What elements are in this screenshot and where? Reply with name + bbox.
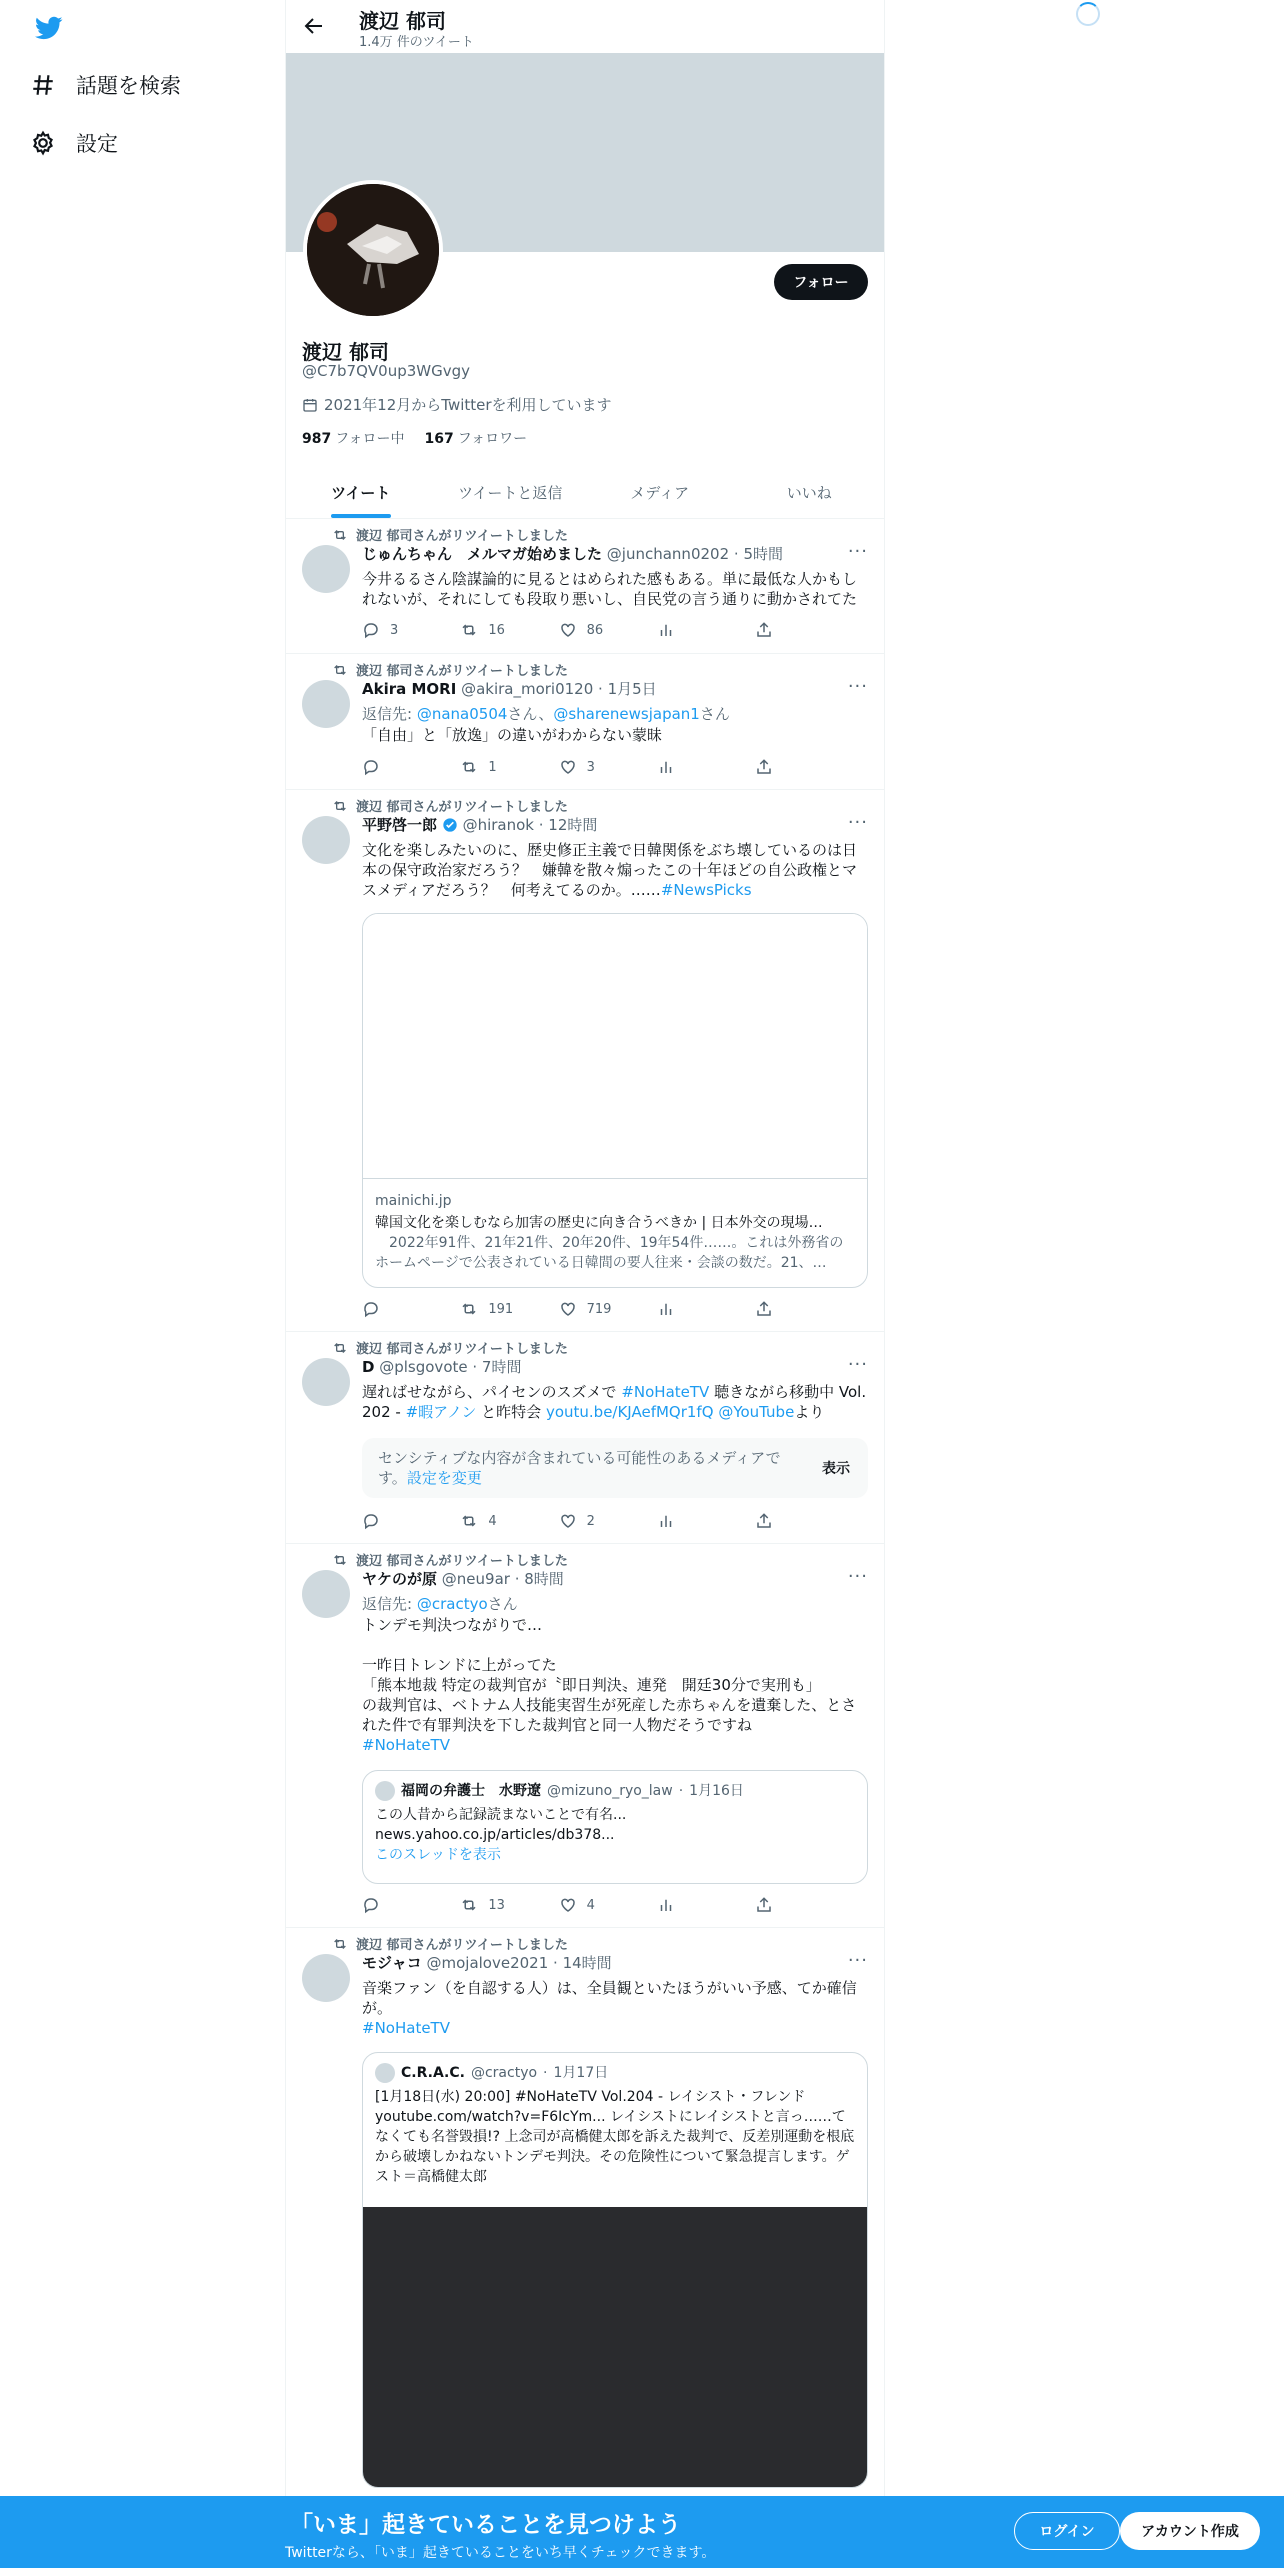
avatar[interactable] <box>302 545 350 593</box>
retweet-context: 渡辺 郁司さんがリツイートしました <box>332 1550 568 1569</box>
profile-avatar[interactable] <box>303 180 443 320</box>
reply-to: 返信先: @nana0504さん、@sharenewsjapan1さん <box>362 705 730 723</box>
tweet-text: 今井るるさん陰謀論的に見るとはめられた感もある。単に最低な人かもしれないが、それにしても段取り悪いし、自民党の言う通りに動かされてた <box>362 570 858 608</box>
tweet-actions <box>362 1896 792 1914</box>
reply-icon <box>362 621 380 639</box>
share-icon <box>755 1896 773 1914</box>
sensitive-media-warning <box>362 1438 868 1498</box>
heart-icon <box>559 758 577 776</box>
avatar[interactable] <box>302 816 350 864</box>
url-link[interactable]: youtu.be/KJAefMQr1fQ <box>545 1403 714 1421</box>
tweet[interactable] <box>286 1332 884 1544</box>
left-nav <box>0 0 285 2568</box>
quote-text: [1月18日(水) 20:00] #NoHateTV Vol.204 - レイシスト・フレンド youtube.com/watch?v=F6IcYm... レイシストにレイシストと言っ……てなくても名誉毀損!? 上念司が高橋健太郎を訴えた裁判で、反差別運動を根底から破壊しかねないトンデモ判決。その危険性について緊急提言します。ゲスト＝高橋健太郎 <box>375 2089 855 2185</box>
tweet[interactable] <box>286 1928 884 2568</box>
like-button[interactable]: 3 <box>559 758 657 776</box>
author-name[interactable]: じゅんちゃん メルマガ始めました <box>362 545 603 563</box>
retweet-icon <box>460 1512 478 1530</box>
analytics-icon <box>657 621 675 639</box>
tweet-text: トンデモ判決つながりで… 一昨日トレンドに上がってた 「熊本地裁 特定の裁判官が〝即日判決〟連発 開廷30分で実刑も」 の裁判官は、ベトナム人技能実習生が死産した赤ちゃんを遺棄した、とされた件で有罪判決を下した裁判官と同一人物だそうですね #NoHateTV <box>362 1616 857 1754</box>
retweet-icon <box>332 798 348 814</box>
retweet-button[interactable]: 16 <box>460 621 558 639</box>
gear-icon <box>30 130 56 156</box>
more-icon[interactable]: ··· <box>847 541 868 562</box>
analytics-icon <box>657 1300 675 1318</box>
tab-media[interactable]: メディア <box>630 483 690 502</box>
quote-time: 1月16日 <box>689 1783 744 1799</box>
tweet-time[interactable]: 5時間 <box>743 545 783 563</box>
nav-explore-label: 話題を検索 <box>76 74 181 98</box>
retweet-button[interactable]: 191 <box>460 1300 558 1318</box>
tweet-header: D @plsgovote · 7時間 <box>362 1358 522 1376</box>
profile-tabs <box>286 466 884 519</box>
tab-tweets-replies[interactable]: ツイートと返信 <box>458 483 563 502</box>
analytics-icon <box>657 758 675 776</box>
profile-handle: @C7b7QV0up3WGvgy <box>302 362 470 380</box>
hashtag-link[interactable]: #暇アノン <box>405 1403 477 1421</box>
retweet-icon <box>332 527 348 543</box>
joined-text: 2021年12月からTwitterを利用しています <box>324 396 612 414</box>
retweet-context: 渡辺 郁司さんがリツイートしました <box>332 1338 568 1357</box>
tweet[interactable] <box>286 654 884 790</box>
author-handle[interactable]: @plsgovote <box>379 1358 468 1376</box>
tweet-actions <box>362 621 792 639</box>
share-icon <box>755 1512 773 1530</box>
show-thread-link[interactable]: このスレッドを表示 <box>375 1847 501 1863</box>
quote-header: 福岡の弁護士 水野遼 @mizuno_ryo_law · 1月16日 <box>375 1781 855 1801</box>
tweet-header: ヤケのが原 @neu9ar · 8時間 <box>362 1570 564 1588</box>
quote-handle: @mizuno_ryo_law <box>547 1783 673 1799</box>
heart-icon <box>559 1300 577 1318</box>
twitter-logo-icon[interactable] <box>32 14 66 42</box>
reply-icon <box>362 758 380 776</box>
quote-time: 1月17日 <box>553 2065 609 2081</box>
retweet-context: 渡辺 郁司さんがリツイートしました <box>332 525 568 544</box>
quote-avatar <box>375 2063 395 2083</box>
card-domain: mainichi.jp <box>375 1193 452 1209</box>
quote-author: C.R.A.C. <box>401 2065 465 2081</box>
reply-button[interactable]: 3 <box>362 621 460 639</box>
analytics-button[interactable] <box>657 1512 755 1530</box>
share-button[interactable] <box>755 1300 792 1318</box>
more-icon[interactable]: ··· <box>847 1354 868 1375</box>
author-handle[interactable]: @neu9ar <box>441 1570 510 1588</box>
heart-icon <box>559 1512 577 1530</box>
tab-tweets[interactable]: ツイート <box>286 466 436 518</box>
tweet-actions <box>362 1512 792 1530</box>
more-icon[interactable]: ··· <box>847 1950 868 1971</box>
retweet-icon <box>460 621 478 639</box>
header-tweet-count: 1.4万 件のツイート <box>359 35 474 50</box>
tweet-header: じゅんちゃん メルマガ始めました @junchann0202 · 5時間 <box>362 545 783 563</box>
analytics-icon <box>657 1512 675 1530</box>
retweet-icon <box>332 1340 348 1356</box>
quote-header: C.R.A.C. @cractyo · 1月17日 <box>375 2063 855 2083</box>
analytics-button[interactable] <box>657 621 755 639</box>
calendar-icon <box>302 397 318 413</box>
tweet-text: 「自由」と「放逸」の違いがわからない蒙昧 <box>362 726 663 744</box>
header-name: 渡辺 郁司 <box>359 9 446 33</box>
tweet-text: 音楽ファン（を自認する人）は、全員観といたほうがいい予感、てか確信が。 #NoHateTV <box>362 1979 857 2037</box>
link-card[interactable] <box>362 913 868 1288</box>
change-settings-link[interactable]: 設定を変更 <box>406 1469 482 1487</box>
reply-icon <box>362 1512 380 1530</box>
retweet-button[interactable]: 13 <box>460 1896 558 1914</box>
retweet-icon <box>460 758 478 776</box>
nav-settings[interactable] <box>30 128 118 158</box>
tweet-time[interactable]: 7時間 <box>481 1358 522 1376</box>
retweet-context: 渡辺 郁司さんがリツイートしました <box>332 1934 568 1953</box>
tweet-text: 文化を楽しみたいのに、歴史修正主義で日韓関係をぶち壊しているのは日本の保守政治家だろう？ 嫌韓を散々煽ったこの十年ほどの自公政権とマスメディアだろう？ 何考えてるのか。……#NewsPicks <box>362 841 858 899</box>
mention-link[interactable]: @sharenewsjapan1 <box>553 705 700 723</box>
signup-bottom-bar <box>0 2496 1284 2568</box>
quote-text: この人昔から記録読まないことで有名... news.yahoo.co.jp/articles/db378... <box>375 1807 627 1843</box>
profile-name: 渡辺 郁司 <box>302 340 389 364</box>
loading-spinner-icon <box>1076 2 1100 26</box>
retweet-icon <box>332 1552 348 1568</box>
more-icon[interactable]: ··· <box>847 812 868 833</box>
followers-stat[interactable]: 167 フォロワー <box>424 431 528 447</box>
reply-to: 返信先: @cractyoさん <box>362 1595 518 1613</box>
bottom-bar-title: 「いま」起きていることを見つけよう <box>290 2512 681 2538</box>
analytics-icon <box>657 1896 675 1914</box>
profile-header-bar <box>286 0 884 53</box>
retweet-icon <box>460 1896 478 1914</box>
nav-settings-label: 設定 <box>76 132 118 156</box>
following-stat[interactable]: 987 フォロー中 <box>302 431 405 447</box>
retweet-button[interactable]: 4 <box>460 1512 558 1530</box>
card-image <box>363 914 867 1179</box>
card-description: 2022年91件、21年21件、20年20件、19年54件……。これは外務省のホームページで公表されている日韓間の要人往来・会談の数だ。21、… <box>375 1235 844 1271</box>
reply-icon <box>362 1300 380 1318</box>
retweet-icon <box>460 1300 478 1318</box>
avatar[interactable] <box>302 1358 350 1406</box>
reply-button[interactable] <box>362 1512 460 1530</box>
more-icon[interactable]: ··· <box>847 676 868 697</box>
author-handle[interactable]: @mojalove2021 <box>426 1954 549 1972</box>
share-icon <box>755 1300 773 1318</box>
like-button[interactable]: 4 <box>559 1896 657 1914</box>
heart-icon <box>559 1896 577 1914</box>
author-handle[interactable]: @akira_mori0120 <box>461 680 594 698</box>
heart-icon <box>559 621 577 639</box>
tweet[interactable] <box>286 519 884 654</box>
profile-photo <box>307 184 439 316</box>
avatar[interactable] <box>302 1570 350 1618</box>
author-name[interactable]: 平野啓一郎 <box>362 816 438 834</box>
tweet-actions <box>362 1300 792 1318</box>
tweet-time[interactable]: 12時間 <box>548 816 598 834</box>
quote-author: 福岡の弁護士 水野遼 <box>401 1783 541 1799</box>
quote-media[interactable] <box>363 2207 868 2488</box>
quote-avatar <box>375 1781 395 1801</box>
author-handle[interactable]: @hiranok <box>462 816 534 834</box>
analytics-button[interactable] <box>657 1300 755 1318</box>
like-button[interactable]: 719 <box>559 1300 657 1318</box>
share-button[interactable] <box>755 758 792 776</box>
reply-button[interactable] <box>362 1300 460 1318</box>
tweet-header: Akira MORI @akira_mori0120 · 1月5日 <box>362 680 657 698</box>
follow-button[interactable]: フォロー <box>774 264 868 300</box>
retweet-context: 渡辺 郁司さんがリツイートしました <box>332 660 568 679</box>
share-icon <box>755 758 773 776</box>
avatar[interactable] <box>302 680 350 728</box>
bottom-bar-subtitle: Twitterなら、「いま」起きていることをいち早くチェックできます。 <box>285 2545 716 2561</box>
verified-badge-icon <box>442 817 458 833</box>
hashtag-icon <box>30 72 56 98</box>
profile-stats <box>302 428 527 448</box>
author-name[interactable]: D <box>362 1358 375 1376</box>
reply-button[interactable] <box>362 1896 460 1914</box>
hashtag-link[interactable]: #NoHateTV <box>621 1383 710 1401</box>
quote-handle: @cractyo <box>470 2065 538 2081</box>
analytics-button[interactable] <box>657 1896 755 1914</box>
retweet-button[interactable]: 1 <box>460 758 558 776</box>
share-button[interactable] <box>755 621 792 639</box>
share-button[interactable] <box>755 1512 792 1530</box>
tweet-header: モジャコ @mojalove2021 · 14時間 <box>362 1954 612 1972</box>
more-icon[interactable]: ··· <box>847 1566 868 1587</box>
card-text <box>363 1179 867 1285</box>
reply-icon <box>362 1896 380 1914</box>
hashtag-link[interactable]: #NoHateTV <box>362 2019 450 2037</box>
card-title: 韓国文化を楽しむなら加害の歴史に向き合うべきか | 日本外交の現場… <box>375 1215 823 1231</box>
main-column <box>285 0 885 2568</box>
tweet-time[interactable]: 14時間 <box>562 1954 612 1972</box>
like-button[interactable]: 86 <box>559 621 657 639</box>
login-button[interactable]: ログイン <box>1014 2512 1120 2550</box>
quote-tweet[interactable] <box>362 1770 868 1884</box>
mention-link[interactable]: @cractyo <box>416 1595 488 1613</box>
show-media-button[interactable]: 表示 <box>822 1461 850 1477</box>
tab-likes[interactable]: いいね <box>786 483 832 502</box>
like-button[interactable]: 2 <box>559 1512 657 1530</box>
analytics-button[interactable] <box>657 758 755 776</box>
hashtag-link[interactable]: #NewsPicks <box>660 881 752 899</box>
avatar[interactable] <box>302 1954 350 2002</box>
profile-joined <box>302 394 612 415</box>
tweet[interactable] <box>286 790 884 1332</box>
reply-button[interactable] <box>362 758 460 776</box>
nav-explore[interactable] <box>30 70 181 100</box>
quote-tweet[interactable] <box>362 2052 868 2488</box>
author-name[interactable]: Akira MORI <box>362 680 457 698</box>
retweet-icon <box>332 1936 348 1952</box>
author-name[interactable]: ヤケのが原 <box>362 1570 438 1588</box>
tweet[interactable] <box>286 1544 884 1928</box>
tweet-time[interactable]: 8時間 <box>524 1570 564 1588</box>
mention-link[interactable]: @nana0504 <box>416 705 508 723</box>
sensitive-text: センシティブな内容が含まれている可能性のあるメディアです。設定を変更 <box>378 1449 781 1487</box>
share-button[interactable] <box>755 1896 792 1914</box>
author-name[interactable]: モジャコ <box>362 1954 422 1972</box>
share-icon <box>755 621 773 639</box>
retweet-icon <box>332 662 348 678</box>
mention-link[interactable]: @YouTube <box>718 1403 795 1421</box>
tweet-time[interactable]: 1月5日 <box>607 680 657 698</box>
author-handle[interactable]: @junchann0202 <box>606 545 730 563</box>
hashtag-link[interactable]: #NoHateTV <box>362 1736 450 1754</box>
tweet-actions <box>362 758 792 776</box>
tweet-header: 平野啓一郎 @hiranok · 12時間 <box>362 816 598 834</box>
back-arrow-icon[interactable] <box>302 14 326 38</box>
tweet-text: 遅ればせながら、パイセンのスズメで #NoHateTV 聴きながら移動中 Vol.202 - #暇アノン と昨特会 youtu.be/KJAefMQr1fQ @YouTubeより <box>362 1383 867 1421</box>
retweet-context: 渡辺 郁司さんがリツイートしました <box>332 796 568 815</box>
signup-button[interactable]: アカウント作成 <box>1120 2512 1260 2550</box>
